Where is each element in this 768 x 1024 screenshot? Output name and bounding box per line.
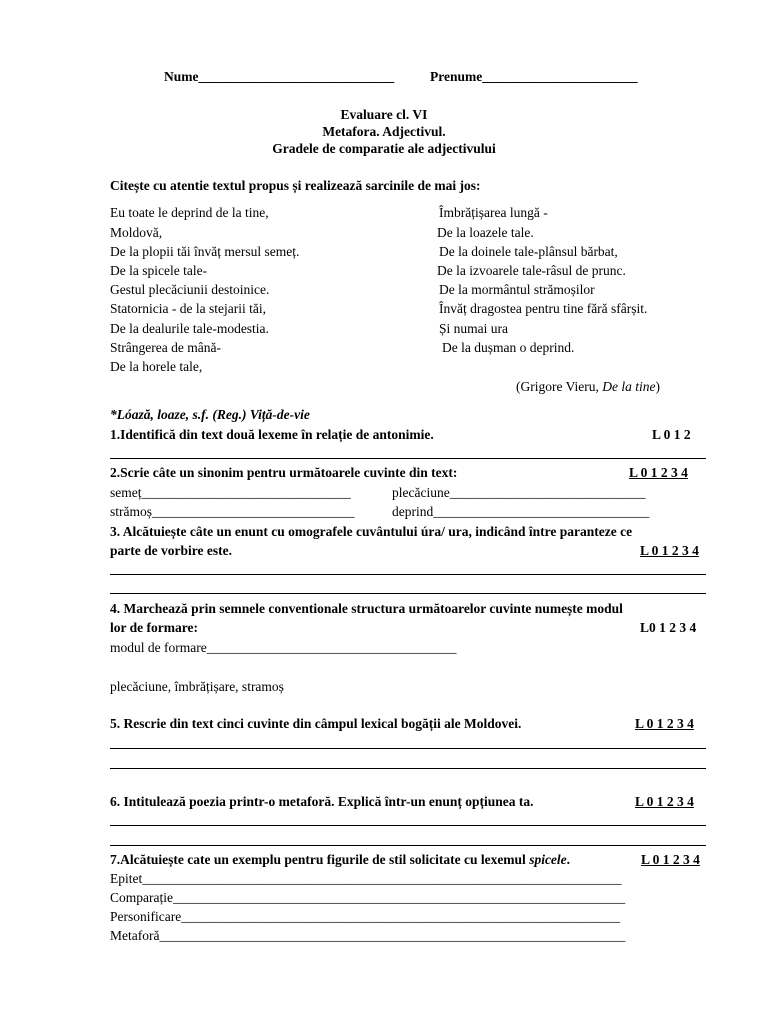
task4-modul: modul de formare_____________________________________ bbox=[110, 640, 457, 655]
task2-stramos: strămoș______________________________ bbox=[110, 504, 355, 519]
task4-words: plecăciune, îmbrățișare, stramoș bbox=[110, 679, 284, 694]
task7-metafora: Metaforă_____________________________________________________________________ bbox=[110, 928, 626, 943]
task7-comparatie: Comparație___________________________________________________________________ bbox=[110, 890, 626, 905]
answer-line[interactable] bbox=[110, 768, 706, 769]
poem-left-line: Gestul plecăciunii destoinice. bbox=[110, 282, 270, 297]
task1-text: 1.Identifică din text două lexeme în relație de antonimie. bbox=[110, 427, 434, 442]
answer-line[interactable] bbox=[110, 845, 706, 846]
task2-score: L 0 1 2 3 4 bbox=[629, 465, 688, 480]
poem-right-line: De la dușman o deprind. bbox=[442, 340, 575, 355]
answer-line[interactable] bbox=[110, 593, 706, 594]
poem-right-line: Îmbrățișarea lungă - bbox=[439, 205, 548, 220]
poem-left-line: Moldovă, bbox=[110, 225, 163, 240]
poem-left-line: Eu toate le deprind de la tine, bbox=[110, 205, 269, 220]
task3-score: L 0 1 2 3 4 bbox=[640, 543, 699, 558]
poem-right-line: De la mormântul strămoșilor bbox=[439, 282, 595, 297]
poem-left-line: De la horele tale, bbox=[110, 359, 203, 374]
poem-right-line: Și numai ura bbox=[439, 321, 508, 336]
task7-personificare: Personificare_________________________________________________________________ bbox=[110, 909, 620, 924]
task4-line2: lor de formare: bbox=[110, 620, 198, 635]
answer-line[interactable] bbox=[110, 748, 706, 749]
instruction: Citește cu atentie textul propus și realizează sarcinile de mai jos: bbox=[110, 178, 481, 193]
task6-score: L 0 1 2 3 4 bbox=[635, 794, 694, 809]
task5-text: 5. Rescrie din text cinci cuvinte din câmpul lexical bogății ale Moldovei. bbox=[110, 716, 522, 731]
task3-line1: 3. Alcătuiește câte un enunt cu omografele cuvântului úra/ ura, indicând între paranteze ce bbox=[110, 524, 633, 539]
task4-line1: 4. Marchează prin semnele conventionale structura următoarelor cuvinte numește modul bbox=[110, 601, 623, 616]
title-gradele: Gradele de comparatie ale adjectivului bbox=[272, 141, 496, 156]
poem-right-line: Învăț dragostea pentru tine fără sfârșit. bbox=[439, 301, 648, 316]
prenume-field-label: Prenume_______________________ bbox=[430, 69, 638, 84]
task2-plecaciune: plecăciune_____________________________ bbox=[392, 485, 646, 500]
attribution: (Grigore Vieru, De la tine) bbox=[516, 379, 661, 394]
poem-right-line: De la loazele tale. bbox=[437, 225, 534, 240]
title-evaluare: Evaluare cl. VI bbox=[340, 107, 428, 122]
task2-text: 2.Scrie câte un sinonim pentru următoarele cuvinte din text: bbox=[110, 465, 458, 480]
answer-line[interactable] bbox=[110, 574, 706, 575]
poem-right-line: De la izvoarele tale-râsul de prunc. bbox=[437, 263, 626, 278]
poem-left-line: De la plopii tăi învăț mersul semeț. bbox=[110, 244, 300, 259]
poem-left-line: Statornicia - de la stejarii tăi, bbox=[110, 301, 266, 316]
task3-line2: parte de vorbire este. bbox=[110, 543, 232, 558]
answer-line[interactable] bbox=[110, 825, 706, 826]
poem-right-line: De la doinele tale-plânsul bărbat, bbox=[439, 244, 618, 259]
task7-score: L 0 1 2 3 4 bbox=[641, 852, 700, 867]
footnote: *Lóază, loaze, s.f. (Reg.) Viță-de-vie bbox=[110, 407, 310, 422]
name-field-label: Nume_____________________________ bbox=[164, 69, 395, 84]
answer-line[interactable] bbox=[110, 458, 706, 459]
poem-left-line: Strângerea de mână- bbox=[110, 340, 221, 355]
title-metafora: Metafora. Adjectivul. bbox=[322, 124, 446, 139]
task2-deprind: deprind________________________________ bbox=[392, 504, 650, 519]
task4-score: L0 1 2 3 4 bbox=[640, 620, 697, 635]
poem-left-line: De la spicele tale- bbox=[110, 263, 208, 278]
task6-text: 6. Intitulează poezia printr-o metaforă. Explică într-un enunț opțiunea ta. bbox=[110, 794, 534, 809]
task5-score: L 0 1 2 3 4 bbox=[635, 716, 694, 731]
poem-left-line: De la dealurile tale-modestia. bbox=[110, 321, 269, 336]
task2-semet: semeț_______________________________ bbox=[110, 485, 351, 500]
task1-score: L 0 1 2 bbox=[652, 427, 691, 442]
task7-text: 7.Alcătuiește cate un exemplu pentru figurile de stil solicitate cu lexemul spicele. bbox=[110, 852, 571, 867]
task7-epitet: Epitet_______________________________________________________________________ bbox=[110, 871, 622, 886]
